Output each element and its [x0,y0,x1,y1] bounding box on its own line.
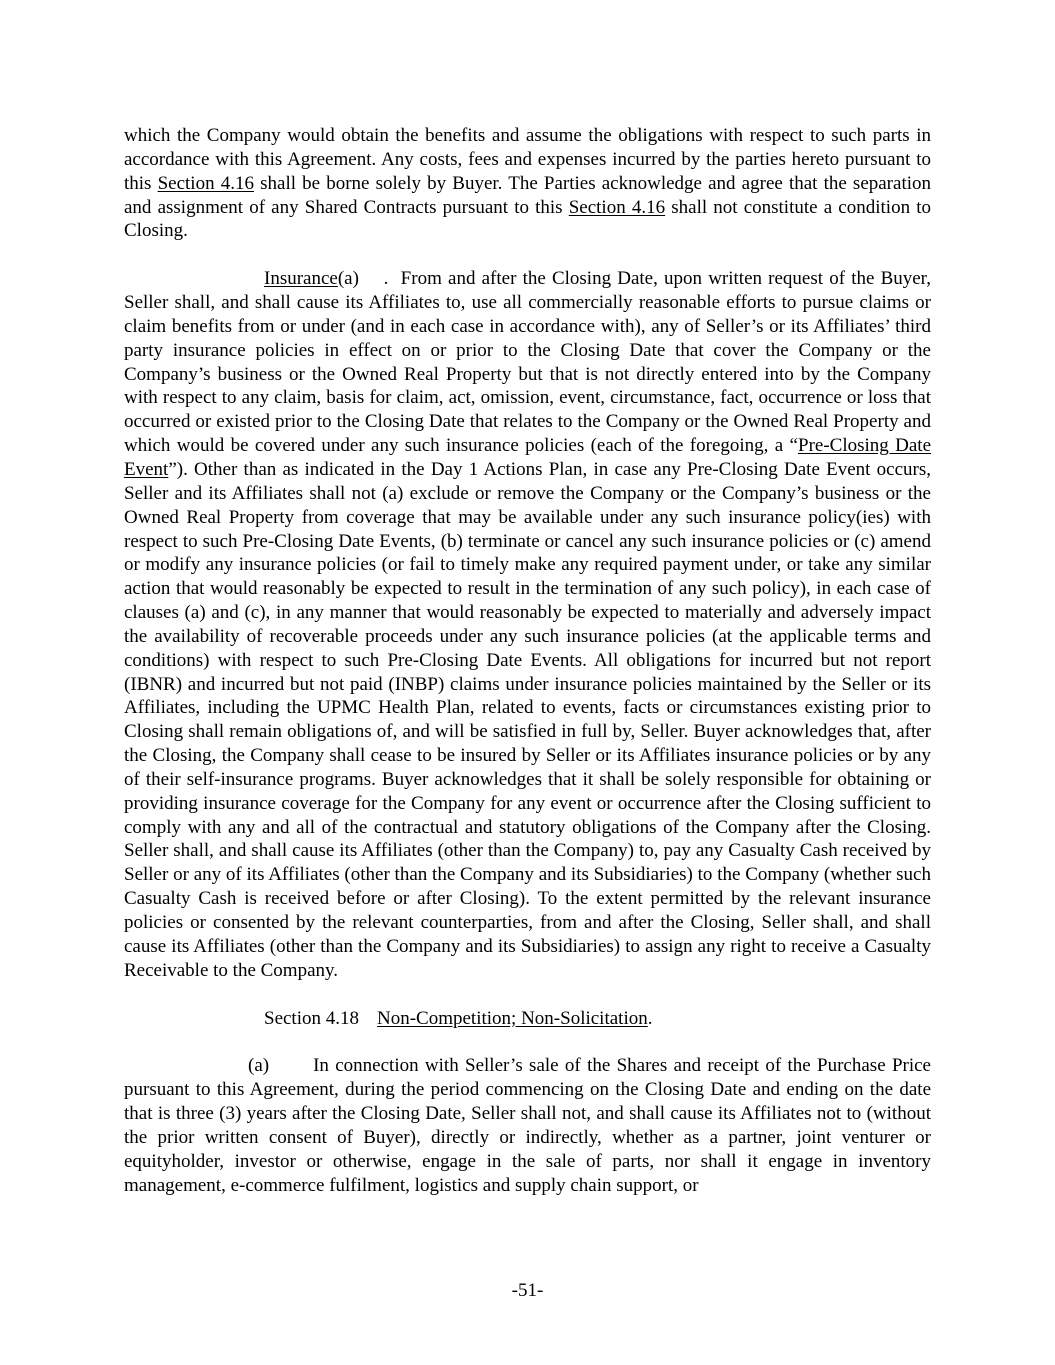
paragraph-insurance [124,267,936,982]
paragraph-non-competition-a [124,1054,931,1197]
text-run: . From and after the Closing Date, upon written request of the Buyer, Seller shall, and shall cause its Affiliates to, use all commercially reasonable efforts to pursue claims or claim benefits from or under (and in each case in accordance with), any of Seller’s or its Affiliates’ third party insurance policies in effect on or prior to the Closing Date that cover the Company or the Company’s business or the Owned Real Property but that is not directly entered into by the Company with respect to any claim, basis for claim, act, omission, event, circumstance, fact, occurrence or loss that occurred or existed prior to the Closing Date that relates to the Company or the Owned Real Property and which would be covered under any such insurance policies (each of the foregoing, a “ [124,268,936,457]
section-heading [124,1007,931,1031]
page-number: -51- [511,1280,544,1301]
text-run: shall be borne solely by Buyer. The Parties acknowledge and agree that the separation and assignment of any Shared Contracts pursuant to this [124,172,932,218]
text-run: which the Company would obtain the benefits and assume the obligations with respect to such parts in accordance with this Agreement. Any costs, fees and expenses incurred by the parties hereto pursuant to this [124,125,931,194]
text-run: In connection with Seller’s sale of the Shares and receipt of the Purchase Price pursuant to this Agreement, during the period commencing on the Closing Date and ending on the date that is three (3) years after the Closing Date, Seller shall not, and shall cause its Affiliates not to (without the prior written consent of Buyer), directly or indirectly, whether as a partner, joint venturer or equityholder, investor or otherwise, engage in the sale of parts, nor shall it engage in inventory management, e-commerce fulfilment, logistics and supply chain support, or [124,1055,931,1196]
document-body [124,124,936,1197]
section-heading-title: Non-Competition; Non-Solicitation [377,1007,648,1029]
heading-punctuation: . [647,1007,653,1029]
paragraph-shared-contracts [124,124,931,243]
text-run: ”). Other than as indicated in the Day 1 Actions Plan, in case any Pre-Closing Date Event occurs, Seller and its Affiliates shall not (a) exclude or remove the Company or the Company’s business or the Owned Real Property from coverage that may be available under any such insurance policy(ies) with respect to such Pre-Closing Date Events, (b) terminate or cancel any such insurance policies or (c) amend or modify any insurance policies (or fail to timely make any required payment under, or take any similar action that would reasonably be expected to result in the termination of any such policy), in each case of clauses (a) and (c), in any manner that would reasonably be expected to materially and adversely impact the availability of recoverable proceeds under any such insurance policies (at the applicable terms and conditions) with respect to such Pre-Closing Date Events. All obligations for incurred but not report (IBNR) and incurred but not paid (INBP) claims under insurance policies maintained by the Seller or its Affiliates, including the UPMC Health Plan, related to events, facts or circumstances existing prior to Closing shall remain obligations of, and will be satisfied in full by, Seller. Buyer acknowledges that, after the Closing, the Company shall cease to be insured by Seller or its Affiliates insurance policies or by any of their self-insurance programs. Buyer acknowledges that it shall be solely responsible for obtaining or providing insurance coverage for the Company for any event or occurrence after the Closing sufficient to comply with any and all of the contractual and statutory obligations of the Company after the Closing. Seller shall, and shall cause its Affiliates (other than the Company) to, pay any Casualty Cash received by Seller or any of its Affiliates (other than the Company and its Subsidiaries) to the Company (whether such Casualty Cash is received before or after Closing). To the extent permitted by the relevant insurance policies or consented by the relevant counterparties, from and after the Closing, Seller shall, and shall cause its Affiliates (other than the Company and its Subsidiaries) to assign any right to receive a Casualty Receivable to the Company. [124,458,931,981]
clause-label: (a) [337,268,359,290]
text-run: shall not constitute a condition to Closing. [124,196,931,242]
section-number: Section 4.18 [264,1007,359,1029]
section-reference: Section 4.16 [568,196,666,218]
section-title-insurance: Insurance [264,268,338,290]
clause-label: (a) [248,1055,270,1077]
section-reference: Section 4.16 [157,172,254,194]
defined-term: Pre-Closing Date Event [124,435,931,480]
